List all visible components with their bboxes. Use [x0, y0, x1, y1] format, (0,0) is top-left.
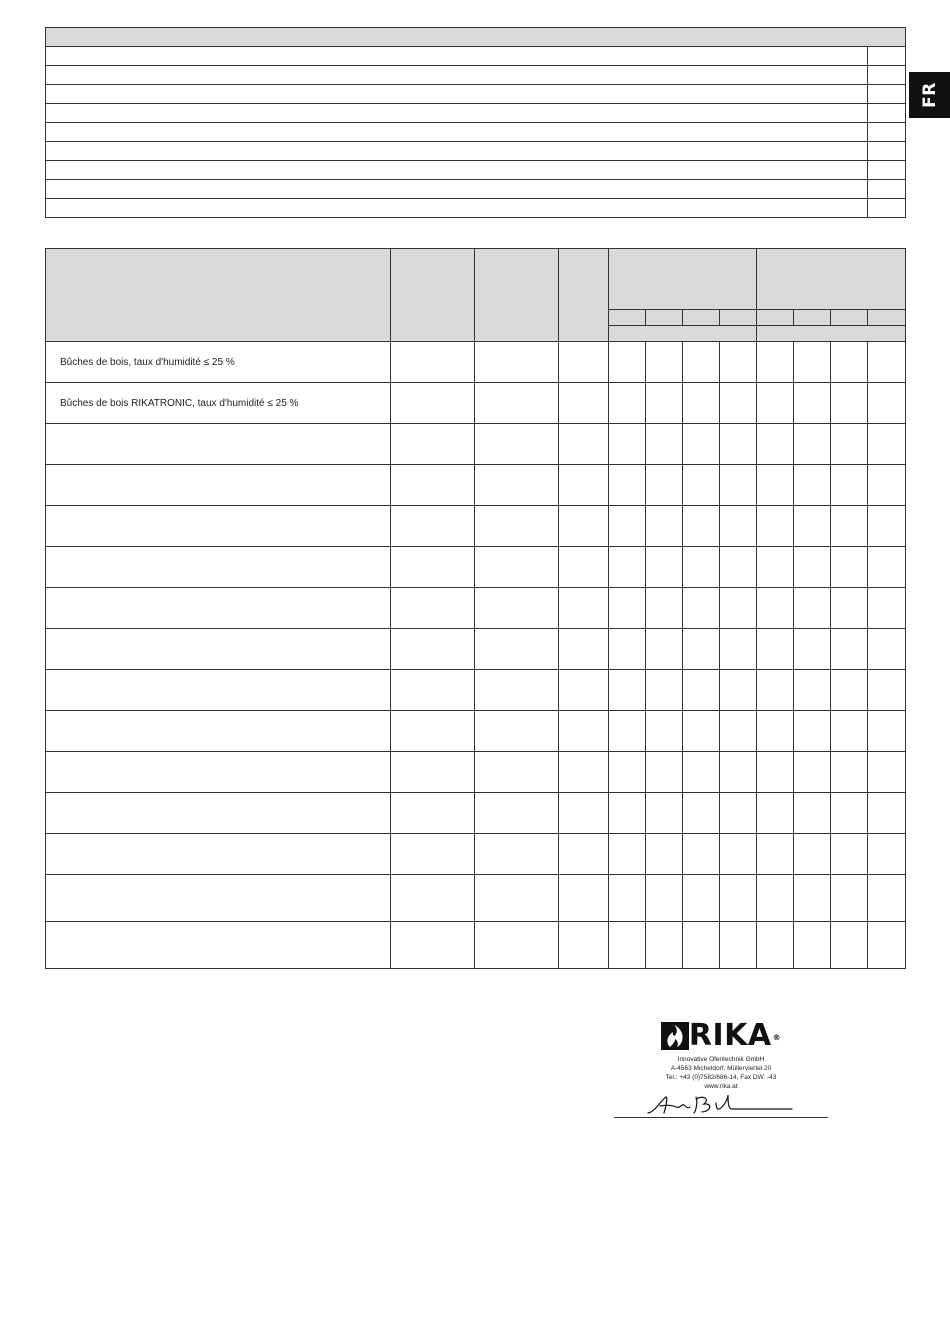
fuel-value-cell [609, 752, 646, 793]
fuel-name-cell: Bûches de bois, taux d'humidité ≤ 25 % [46, 342, 391, 383]
fuel-value-cell [831, 629, 868, 670]
fuel-value-cell [831, 547, 868, 588]
fuel-name-cell [46, 506, 391, 547]
fuel-value-cell [720, 383, 757, 424]
fuel-value-cell [646, 465, 683, 506]
header-group-1 [609, 249, 757, 310]
subheader-cell [646, 310, 683, 326]
fuel-value-cell [794, 465, 831, 506]
fuel-name-cell [46, 834, 391, 875]
fuel-row [46, 752, 906, 793]
fuel-value-cell [683, 342, 720, 383]
fuel-value-cell [720, 875, 757, 922]
fuel-value-cell [683, 588, 720, 629]
fuel-value-cell [391, 547, 475, 588]
fuel-value-cell [683, 424, 720, 465]
fuel-value-cell [609, 383, 646, 424]
header-col-4 [559, 249, 609, 342]
top-table-header-cell [46, 28, 906, 47]
fuel-value-cell [683, 506, 720, 547]
fuel-name-cell: Bûches de bois RIKATRONIC, taux d'humidité ≤ 25 % [46, 383, 391, 424]
fuel-value-cell [720, 793, 757, 834]
top-table-text-cell [46, 47, 868, 66]
top-table-row [46, 142, 906, 161]
subheader-cell [868, 310, 906, 326]
fuel-value-cell [609, 424, 646, 465]
fuel-value-cell [831, 711, 868, 752]
fuel-value-cell [868, 424, 906, 465]
fuel-value-cell [831, 670, 868, 711]
top-table-check-cell [868, 199, 906, 218]
fuel-value-cell [831, 506, 868, 547]
fuel-value-cell [475, 424, 559, 465]
fuel-value-cell [868, 547, 906, 588]
fuel-value-cell [559, 922, 609, 969]
fuel-value-cell [391, 793, 475, 834]
fuel-name-cell [46, 922, 391, 969]
subheader-cell [683, 310, 720, 326]
fuel-value-cell [831, 875, 868, 922]
top-table-text-cell [46, 142, 868, 161]
fuel-value-cell [868, 506, 906, 547]
top-table-row [46, 123, 906, 142]
fuel-value-cell [794, 922, 831, 969]
subheader-cell [831, 310, 868, 326]
top-table-text-cell [46, 161, 868, 180]
fuel-value-cell [683, 875, 720, 922]
fuel-value-cell [868, 793, 906, 834]
fuel-name-cell [46, 752, 391, 793]
fuel-value-cell [794, 670, 831, 711]
top-table-text-cell [46, 104, 868, 123]
subheader-cell [609, 310, 646, 326]
fuel-row [46, 711, 906, 752]
fuel-value-cell [794, 875, 831, 922]
fuel-value-cell [646, 424, 683, 465]
fuel-value-cell [757, 834, 794, 875]
fuel-value-cell [683, 547, 720, 588]
fuel-value-cell [609, 670, 646, 711]
fuel-value-cell [757, 793, 794, 834]
fuel-value-cell [475, 465, 559, 506]
fuel-value-cell [646, 547, 683, 588]
fuel-value-cell [391, 670, 475, 711]
fuel-value-cell [757, 875, 794, 922]
fuel-value-cell [720, 547, 757, 588]
fuel-value-cell [475, 711, 559, 752]
fuel-value-cell [391, 875, 475, 922]
fuel-value-cell [683, 670, 720, 711]
fuel-value-cell [391, 752, 475, 793]
fuel-value-cell [831, 383, 868, 424]
fuel-value-cell [757, 588, 794, 629]
fuel-name-cell [46, 670, 391, 711]
fuel-value-cell [831, 752, 868, 793]
fuel-value-cell [683, 383, 720, 424]
top-table-text-cell [46, 85, 868, 104]
fuel-row [46, 383, 906, 424]
fuel-value-cell [609, 465, 646, 506]
fuel-value-cell [475, 588, 559, 629]
fuel-value-cell [831, 922, 868, 969]
fuel-value-cell [646, 875, 683, 922]
fuel-value-cell [559, 629, 609, 670]
fuel-value-cell [646, 629, 683, 670]
fuel-value-cell [720, 752, 757, 793]
fuel-value-cell [831, 588, 868, 629]
fuel-value-cell [559, 834, 609, 875]
fuel-name-cell [46, 711, 391, 752]
fuel-value-cell [559, 465, 609, 506]
fuel-value-cell [868, 670, 906, 711]
fuel-value-cell [794, 752, 831, 793]
brand-name [688, 1018, 782, 1053]
company-address-block [614, 1055, 828, 1091]
top-table-row [46, 104, 906, 123]
top-table-header [46, 28, 906, 47]
fuel-value-cell [559, 588, 609, 629]
fuel-value-cell [609, 793, 646, 834]
fuel-value-cell [391, 506, 475, 547]
language-tab-label: FR [919, 82, 940, 108]
language-tab [909, 72, 950, 118]
fuel-value-cell [683, 752, 720, 793]
fuel-value-cell [559, 711, 609, 752]
fuel-value-cell [683, 465, 720, 506]
fuel-value-cell [720, 424, 757, 465]
fuel-row [46, 922, 906, 969]
fuel-value-cell [609, 922, 646, 969]
fuel-value-cell [831, 793, 868, 834]
fuel-value-cell [794, 629, 831, 670]
fuel-value-cell [391, 465, 475, 506]
fuel-value-cell [757, 465, 794, 506]
fuel-value-cell [757, 342, 794, 383]
fuel-value-cell [720, 629, 757, 670]
top-table-check-cell [868, 85, 906, 104]
fuel-value-cell [794, 506, 831, 547]
fuel-row [46, 342, 906, 383]
top-table-check-cell [868, 142, 906, 161]
fuel-name-cell [46, 629, 391, 670]
fuel-value-cell [794, 711, 831, 752]
header-fuel [46, 249, 391, 342]
fuel-value-cell [609, 547, 646, 588]
company-address: A-4563 Micheldorf, Müllerviertel 20 [670, 1065, 772, 1072]
fuel-value-cell [475, 383, 559, 424]
fuel-value-cell [683, 834, 720, 875]
fuel-row [46, 424, 906, 465]
fuel-row [46, 506, 906, 547]
company-website: www.rika.at [704, 1083, 738, 1090]
fuel-value-cell [609, 629, 646, 670]
fuel-value-cell [391, 922, 475, 969]
fuel-value-cell [868, 922, 906, 969]
fuel-value-cell [757, 629, 794, 670]
fuel-value-cell [391, 424, 475, 465]
top-table-row [46, 180, 906, 199]
fuel-value-cell [475, 922, 559, 969]
fuel-value-cell [646, 383, 683, 424]
fuel-row [46, 875, 906, 922]
fuel-value-cell [391, 711, 475, 752]
top-table-check-cell [868, 47, 906, 66]
header-col-2 [391, 249, 475, 342]
company-phone: Tel.: +43 (0)7582/686-14, Fax DW. -43 [665, 1074, 777, 1081]
fuel-value-cell [720, 834, 757, 875]
fuel-value-cell [475, 793, 559, 834]
subheader-cell [720, 310, 757, 326]
fuel-value-cell [646, 588, 683, 629]
fuel-value-cell [391, 588, 475, 629]
fuel-value-cell [683, 793, 720, 834]
fuel-value-cell [559, 875, 609, 922]
signature [646, 1093, 796, 1117]
fuel-value-cell [720, 711, 757, 752]
fuel-value-cell [559, 506, 609, 547]
fuel-row [46, 670, 906, 711]
fuel-value-cell [794, 793, 831, 834]
fuel-value-cell [720, 922, 757, 969]
fuel-value-cell [475, 547, 559, 588]
fuel-value-cell [757, 711, 794, 752]
fuel-value-cell [391, 834, 475, 875]
fuel-value-cell [757, 670, 794, 711]
fuel-value-cell [559, 424, 609, 465]
fuel-name-cell [46, 588, 391, 629]
top-table-text-cell [46, 123, 868, 142]
fuel-value-cell [646, 922, 683, 969]
fuel-value-cell [609, 588, 646, 629]
fuel-value-cell [646, 711, 683, 752]
fuel-row [46, 588, 906, 629]
company-name: Innovative Ofentechnik GmbH [677, 1056, 765, 1063]
fuel-value-cell [794, 834, 831, 875]
fuel-value-cell [683, 711, 720, 752]
fuel-value-cell [868, 629, 906, 670]
fuel-table [45, 248, 906, 969]
fuel-value-cell [609, 875, 646, 922]
fuel-value-cell [559, 383, 609, 424]
header-group-2 [757, 249, 906, 310]
fuel-name-cell [46, 547, 391, 588]
top-table-row [46, 66, 906, 85]
top-table-row [46, 161, 906, 180]
fuel-name-cell [46, 424, 391, 465]
fuel-row [46, 834, 906, 875]
fuel-value-cell [831, 834, 868, 875]
fuel-value-cell [720, 506, 757, 547]
fuel-value-cell [559, 547, 609, 588]
fuel-value-cell [475, 834, 559, 875]
fuel-value-cell [757, 922, 794, 969]
fuel-name-cell [46, 793, 391, 834]
fuel-value-cell [720, 588, 757, 629]
fuel-value-cell [868, 711, 906, 752]
fuel-value-cell [559, 793, 609, 834]
fuel-value-cell [475, 629, 559, 670]
fuel-row [46, 465, 906, 506]
fuel-value-cell [757, 424, 794, 465]
fuel-value-cell [868, 752, 906, 793]
top-table-text-cell [46, 199, 868, 218]
top-table-text-cell [46, 66, 868, 85]
fuel-value-cell [646, 834, 683, 875]
fuel-value-cell [683, 922, 720, 969]
fuel-value-cell [475, 752, 559, 793]
fuel-value-cell [757, 752, 794, 793]
top-table [45, 27, 906, 218]
subheader-cell [757, 310, 794, 326]
fuel-value-cell [794, 383, 831, 424]
fuel-value-cell [646, 793, 683, 834]
top-table-text-cell [46, 180, 868, 199]
top-table-check-cell [868, 123, 906, 142]
fuel-value-cell [609, 711, 646, 752]
fuel-value-cell [559, 670, 609, 711]
subheader-cell [794, 310, 831, 326]
top-table-check-cell [868, 161, 906, 180]
fuel-row [46, 793, 906, 834]
fuel-value-cell [831, 465, 868, 506]
fuel-value-cell [868, 465, 906, 506]
fuel-row [46, 629, 906, 670]
fuel-name-cell [46, 465, 391, 506]
unit-cell-group-2 [757, 326, 906, 342]
fuel-value-cell [475, 342, 559, 383]
fuel-value-cell [475, 875, 559, 922]
fuel-value-cell [391, 342, 475, 383]
fuel-value-cell [868, 834, 906, 875]
top-table-check-cell [868, 180, 906, 199]
fuel-table-header-row [46, 249, 906, 310]
fuel-value-cell [646, 670, 683, 711]
registered-mark: ® [772, 1033, 782, 1042]
company-stamp [614, 1020, 828, 1118]
fuel-value-cell [720, 670, 757, 711]
brand-text: RIKA [688, 1018, 772, 1053]
fuel-value-cell [720, 342, 757, 383]
fuel-value-cell [868, 875, 906, 922]
top-table-row [46, 85, 906, 104]
fuel-value-cell [646, 342, 683, 383]
fuel-value-cell [646, 506, 683, 547]
top-table-row [46, 47, 906, 66]
fuel-value-cell [683, 629, 720, 670]
fuel-value-cell [609, 834, 646, 875]
header-col-3 [475, 249, 559, 342]
fuel-value-cell [475, 506, 559, 547]
fuel-name-cell [46, 875, 391, 922]
fuel-value-cell [475, 670, 559, 711]
fuel-value-cell [794, 588, 831, 629]
fuel-value-cell [794, 424, 831, 465]
fuel-value-cell [757, 506, 794, 547]
fuel-value-cell [794, 547, 831, 588]
flame-logo-icon [661, 1022, 689, 1050]
fuel-value-cell [868, 383, 906, 424]
fuel-value-cell [757, 547, 794, 588]
fuel-value-cell [609, 342, 646, 383]
signature-line [614, 1117, 828, 1118]
fuel-value-cell [794, 342, 831, 383]
fuel-row [46, 547, 906, 588]
unit-cell-group-1 [609, 326, 757, 342]
fuel-value-cell [720, 465, 757, 506]
fuel-value-cell [391, 629, 475, 670]
fuel-value-cell [868, 342, 906, 383]
fuel-value-cell [831, 342, 868, 383]
fuel-value-cell [868, 588, 906, 629]
top-table-check-cell [868, 66, 906, 85]
fuel-value-cell [391, 383, 475, 424]
fuel-value-cell [646, 752, 683, 793]
top-table-check-cell [868, 104, 906, 123]
fuel-value-cell [757, 383, 794, 424]
rika-logo [614, 1020, 828, 1052]
fuel-value-cell [559, 752, 609, 793]
fuel-value-cell [559, 342, 609, 383]
fuel-value-cell [831, 424, 868, 465]
top-table-row [46, 199, 906, 218]
fuel-value-cell [609, 506, 646, 547]
